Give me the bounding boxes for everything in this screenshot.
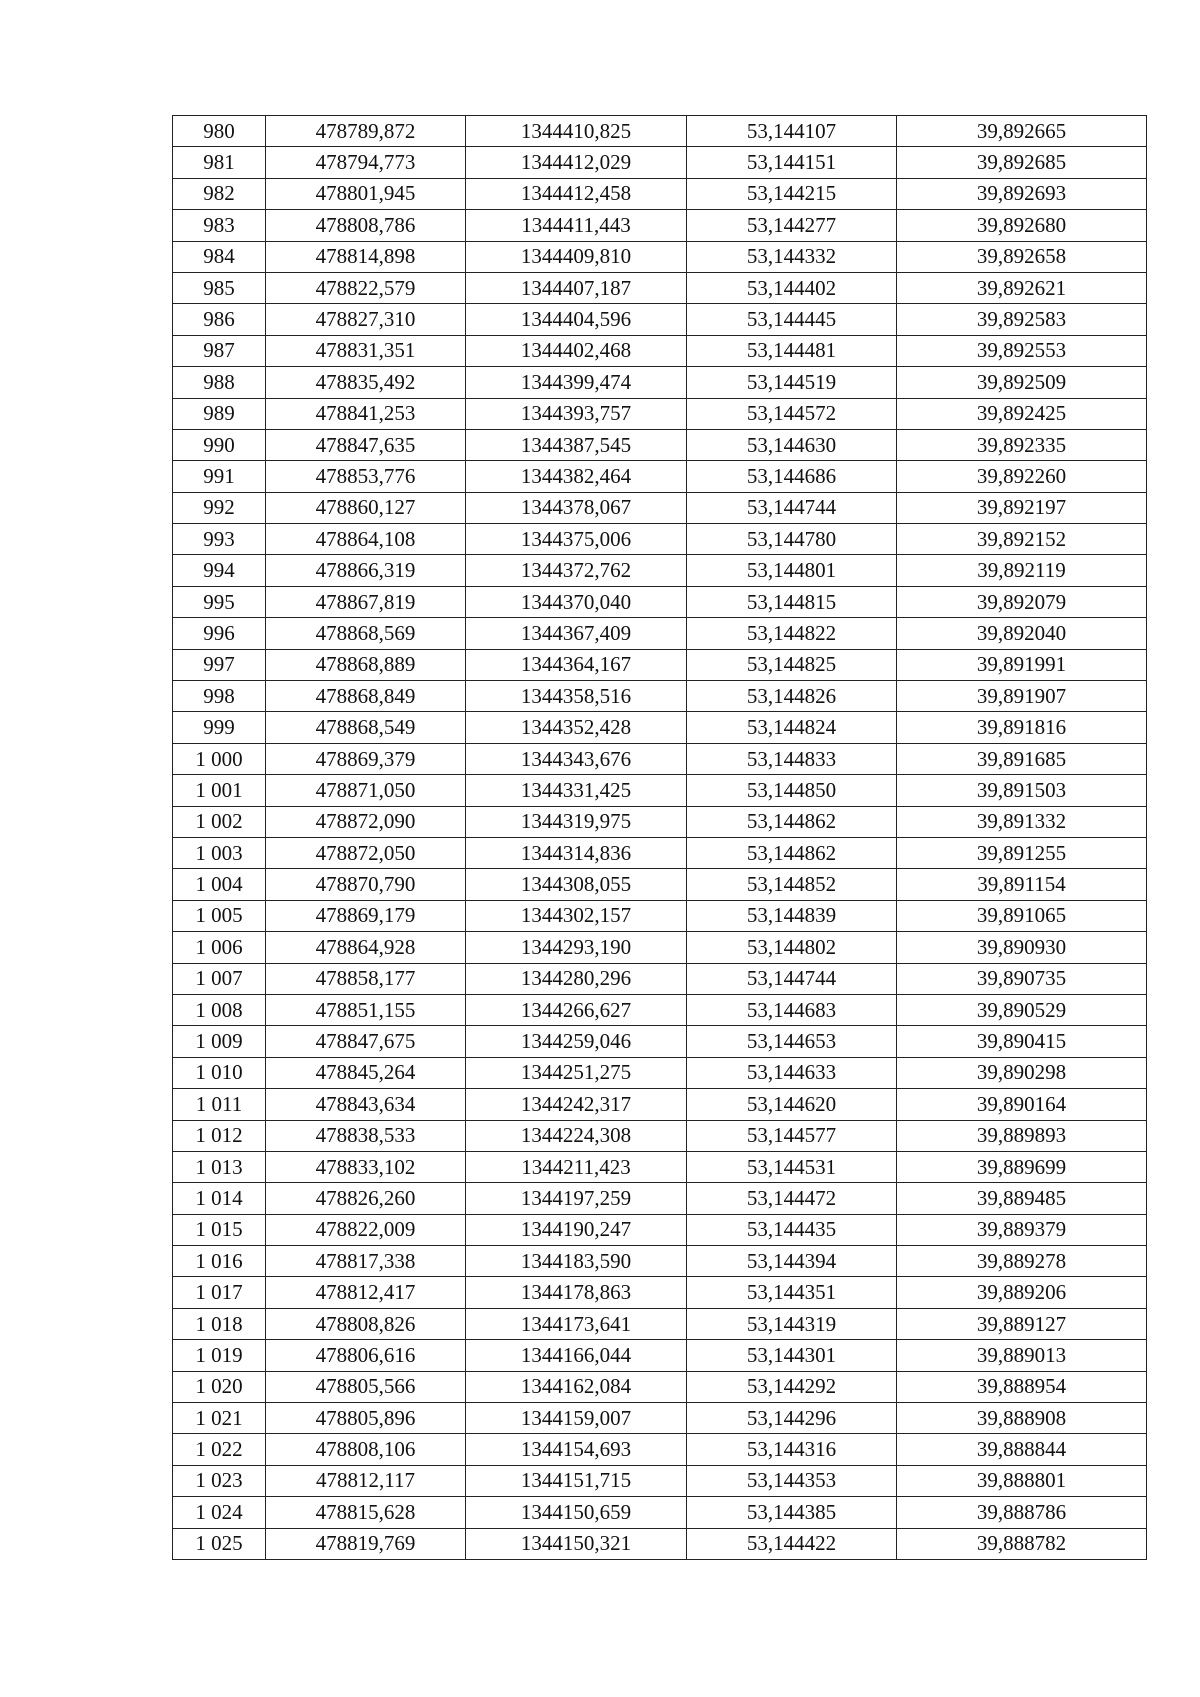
x-coordinate-cell: 478858,177 (266, 963, 466, 994)
point-number-cell: 981 (173, 147, 266, 178)
longitude-cell: 39,892658 (897, 241, 1147, 272)
latitude-cell: 53,144825 (687, 649, 897, 680)
latitude-cell: 53,144351 (687, 1277, 897, 1308)
x-coordinate-cell: 478808,106 (266, 1434, 466, 1465)
x-coordinate-cell: 478868,569 (266, 618, 466, 649)
longitude-cell: 39,891332 (897, 806, 1147, 837)
point-number-cell: 1 009 (173, 1026, 266, 1057)
x-coordinate-cell: 478843,634 (266, 1089, 466, 1120)
table-row (173, 147, 1147, 178)
latitude-cell: 53,144633 (687, 1057, 897, 1088)
longitude-cell: 39,890735 (897, 963, 1147, 994)
table-row (173, 1340, 1147, 1371)
latitude-cell: 53,144653 (687, 1026, 897, 1057)
point-number-cell: 997 (173, 649, 266, 680)
x-coordinate-cell: 478841,253 (266, 398, 466, 429)
point-number-cell: 1 002 (173, 806, 266, 837)
longitude-cell: 39,892665 (897, 116, 1147, 147)
point-number-cell: 1 025 (173, 1528, 266, 1559)
latitude-cell: 53,144780 (687, 524, 897, 555)
y-coordinate-cell: 1344259,046 (466, 1026, 687, 1057)
y-coordinate-cell: 1344251,275 (466, 1057, 687, 1088)
x-coordinate-cell: 478808,826 (266, 1308, 466, 1339)
point-number-cell: 1 019 (173, 1340, 266, 1371)
y-coordinate-cell: 1344404,596 (466, 304, 687, 335)
table-row (173, 1497, 1147, 1528)
longitude-cell: 39,892553 (897, 335, 1147, 366)
latitude-cell: 53,144850 (687, 775, 897, 806)
longitude-cell: 39,892260 (897, 461, 1147, 492)
y-coordinate-cell: 1344370,040 (466, 586, 687, 617)
longitude-cell: 39,890415 (897, 1026, 1147, 1057)
y-coordinate-cell: 1344308,055 (466, 869, 687, 900)
point-number-cell: 988 (173, 367, 266, 398)
latitude-cell: 53,144301 (687, 1340, 897, 1371)
x-coordinate-cell: 478847,675 (266, 1026, 466, 1057)
y-coordinate-cell: 1344242,317 (466, 1089, 687, 1120)
y-coordinate-cell: 1344410,825 (466, 116, 687, 147)
y-coordinate-cell: 1344154,693 (466, 1434, 687, 1465)
longitude-cell: 39,892685 (897, 147, 1147, 178)
latitude-cell: 53,144215 (687, 178, 897, 209)
point-number-cell: 1 021 (173, 1403, 266, 1434)
table-row (173, 963, 1147, 994)
y-coordinate-cell: 1344378,067 (466, 492, 687, 523)
table-row (173, 492, 1147, 523)
longitude-cell: 39,891907 (897, 681, 1147, 712)
longitude-cell: 39,889278 (897, 1246, 1147, 1277)
point-number-cell: 1 020 (173, 1371, 266, 1402)
longitude-cell: 39,891154 (897, 869, 1147, 900)
y-coordinate-cell: 1344375,006 (466, 524, 687, 555)
point-number-cell: 1 010 (173, 1057, 266, 1088)
table-row (173, 837, 1147, 868)
longitude-cell: 39,889127 (897, 1308, 1147, 1339)
table-row (173, 900, 1147, 931)
longitude-cell: 39,891685 (897, 743, 1147, 774)
longitude-cell: 39,892040 (897, 618, 1147, 649)
latitude-cell: 53,144402 (687, 272, 897, 303)
x-coordinate-cell: 478866,319 (266, 555, 466, 586)
y-coordinate-cell: 1344399,474 (466, 367, 687, 398)
longitude-cell: 39,890930 (897, 932, 1147, 963)
y-coordinate-cell: 1344319,975 (466, 806, 687, 837)
table-row (173, 869, 1147, 900)
table-row (173, 1151, 1147, 1182)
x-coordinate-cell: 478815,628 (266, 1497, 466, 1528)
coordinates-table (172, 115, 1147, 1560)
point-number-cell: 1 015 (173, 1214, 266, 1245)
y-coordinate-cell: 1344372,762 (466, 555, 687, 586)
y-coordinate-cell: 1344151,715 (466, 1465, 687, 1496)
point-number-cell: 1 014 (173, 1183, 266, 1214)
x-coordinate-cell: 478814,898 (266, 241, 466, 272)
point-number-cell: 985 (173, 272, 266, 303)
y-coordinate-cell: 1344197,259 (466, 1183, 687, 1214)
table-row (173, 1403, 1147, 1434)
longitude-cell: 39,891816 (897, 712, 1147, 743)
latitude-cell: 53,144394 (687, 1246, 897, 1277)
latitude-cell: 53,144472 (687, 1183, 897, 1214)
latitude-cell: 53,144824 (687, 712, 897, 743)
x-coordinate-cell: 478864,928 (266, 932, 466, 963)
longitude-cell: 39,892079 (897, 586, 1147, 617)
point-number-cell: 1 001 (173, 775, 266, 806)
point-number-cell: 1 012 (173, 1120, 266, 1151)
longitude-cell: 39,891503 (897, 775, 1147, 806)
x-coordinate-cell: 478831,351 (266, 335, 466, 366)
point-number-cell: 998 (173, 681, 266, 712)
longitude-cell: 39,892335 (897, 429, 1147, 460)
table-row (173, 681, 1147, 712)
longitude-cell: 39,888908 (897, 1403, 1147, 1434)
y-coordinate-cell: 1344352,428 (466, 712, 687, 743)
point-number-cell: 1 013 (173, 1151, 266, 1182)
table-row (173, 1214, 1147, 1245)
x-coordinate-cell: 478869,179 (266, 900, 466, 931)
table-row (173, 524, 1147, 555)
x-coordinate-cell: 478805,566 (266, 1371, 466, 1402)
table-row (173, 1120, 1147, 1151)
y-coordinate-cell: 1344411,443 (466, 210, 687, 241)
coordinates-table-body (173, 116, 1147, 1560)
latitude-cell: 53,144277 (687, 210, 897, 241)
latitude-cell: 53,144481 (687, 335, 897, 366)
table-row (173, 461, 1147, 492)
longitude-cell: 39,889379 (897, 1214, 1147, 1245)
document-page (172, 115, 1146, 1560)
point-number-cell: 991 (173, 461, 266, 492)
table-row (173, 1246, 1147, 1277)
longitude-cell: 39,892621 (897, 272, 1147, 303)
longitude-cell: 39,890529 (897, 994, 1147, 1025)
latitude-cell: 53,144839 (687, 900, 897, 931)
point-number-cell: 995 (173, 586, 266, 617)
latitude-cell: 53,144422 (687, 1528, 897, 1559)
x-coordinate-cell: 478817,338 (266, 1246, 466, 1277)
table-row (173, 1057, 1147, 1088)
point-number-cell: 1 024 (173, 1497, 266, 1528)
x-coordinate-cell: 478867,819 (266, 586, 466, 617)
table-row (173, 932, 1147, 963)
y-coordinate-cell: 1344387,545 (466, 429, 687, 460)
y-coordinate-cell: 1344331,425 (466, 775, 687, 806)
y-coordinate-cell: 1344393,757 (466, 398, 687, 429)
table-row (173, 618, 1147, 649)
table-row (173, 1183, 1147, 1214)
table-row (173, 1434, 1147, 1465)
y-coordinate-cell: 1344402,468 (466, 335, 687, 366)
table-row (173, 712, 1147, 743)
latitude-cell: 53,144862 (687, 806, 897, 837)
y-coordinate-cell: 1344314,836 (466, 837, 687, 868)
y-coordinate-cell: 1344407,187 (466, 272, 687, 303)
longitude-cell: 39,891065 (897, 900, 1147, 931)
latitude-cell: 53,144435 (687, 1214, 897, 1245)
point-number-cell: 989 (173, 398, 266, 429)
latitude-cell: 53,144802 (687, 932, 897, 963)
longitude-cell: 39,892509 (897, 367, 1147, 398)
table-row (173, 649, 1147, 680)
table-row (173, 178, 1147, 209)
point-number-cell: 1 000 (173, 743, 266, 774)
latitude-cell: 53,144316 (687, 1434, 897, 1465)
y-coordinate-cell: 1344190,247 (466, 1214, 687, 1245)
latitude-cell: 53,144683 (687, 994, 897, 1025)
table-row (173, 586, 1147, 617)
x-coordinate-cell: 478819,769 (266, 1528, 466, 1559)
point-number-cell: 1 023 (173, 1465, 266, 1496)
y-coordinate-cell: 1344224,308 (466, 1120, 687, 1151)
y-coordinate-cell: 1344367,409 (466, 618, 687, 649)
point-number-cell: 992 (173, 492, 266, 523)
x-coordinate-cell: 478838,533 (266, 1120, 466, 1151)
longitude-cell: 39,891255 (897, 837, 1147, 868)
latitude-cell: 53,144385 (687, 1497, 897, 1528)
table-row (173, 806, 1147, 837)
x-coordinate-cell: 478869,379 (266, 743, 466, 774)
point-number-cell: 1 008 (173, 994, 266, 1025)
y-coordinate-cell: 1344409,810 (466, 241, 687, 272)
point-number-cell: 1 006 (173, 932, 266, 963)
longitude-cell: 39,888844 (897, 1434, 1147, 1465)
x-coordinate-cell: 478872,090 (266, 806, 466, 837)
x-coordinate-cell: 478826,260 (266, 1183, 466, 1214)
point-number-cell: 993 (173, 524, 266, 555)
longitude-cell: 39,892197 (897, 492, 1147, 523)
point-number-cell: 983 (173, 210, 266, 241)
point-number-cell: 986 (173, 304, 266, 335)
longitude-cell: 39,892583 (897, 304, 1147, 335)
y-coordinate-cell: 1344412,458 (466, 178, 687, 209)
x-coordinate-cell: 478864,108 (266, 524, 466, 555)
table-row (173, 335, 1147, 366)
latitude-cell: 53,144862 (687, 837, 897, 868)
x-coordinate-cell: 478822,579 (266, 272, 466, 303)
point-number-cell: 1 011 (173, 1089, 266, 1120)
point-number-cell: 987 (173, 335, 266, 366)
latitude-cell: 53,144296 (687, 1403, 897, 1434)
latitude-cell: 53,144822 (687, 618, 897, 649)
y-coordinate-cell: 1344293,190 (466, 932, 687, 963)
point-number-cell: 1 007 (173, 963, 266, 994)
x-coordinate-cell: 478812,117 (266, 1465, 466, 1496)
y-coordinate-cell: 1344280,296 (466, 963, 687, 994)
x-coordinate-cell: 478801,945 (266, 178, 466, 209)
longitude-cell: 39,889893 (897, 1120, 1147, 1151)
longitude-cell: 39,890298 (897, 1057, 1147, 1088)
x-coordinate-cell: 478794,773 (266, 147, 466, 178)
latitude-cell: 53,144319 (687, 1308, 897, 1339)
x-coordinate-cell: 478872,050 (266, 837, 466, 868)
table-row (173, 1528, 1147, 1559)
table-row (173, 1371, 1147, 1402)
longitude-cell: 39,889699 (897, 1151, 1147, 1182)
y-coordinate-cell: 1344412,029 (466, 147, 687, 178)
table-row (173, 994, 1147, 1025)
table-row (173, 272, 1147, 303)
table-row (173, 116, 1147, 147)
longitude-cell: 39,892119 (897, 555, 1147, 586)
x-coordinate-cell: 478822,009 (266, 1214, 466, 1245)
longitude-cell: 39,889013 (897, 1340, 1147, 1371)
latitude-cell: 53,144620 (687, 1089, 897, 1120)
x-coordinate-cell: 478835,492 (266, 367, 466, 398)
latitude-cell: 53,144744 (687, 963, 897, 994)
point-number-cell: 1 016 (173, 1246, 266, 1277)
y-coordinate-cell: 1344358,516 (466, 681, 687, 712)
point-number-cell: 994 (173, 555, 266, 586)
table-row (173, 1277, 1147, 1308)
latitude-cell: 53,144815 (687, 586, 897, 617)
latitude-cell: 53,144826 (687, 681, 897, 712)
latitude-cell: 53,144353 (687, 1465, 897, 1496)
y-coordinate-cell: 1344173,641 (466, 1308, 687, 1339)
x-coordinate-cell: 478845,264 (266, 1057, 466, 1088)
y-coordinate-cell: 1344364,167 (466, 649, 687, 680)
table-row (173, 775, 1147, 806)
x-coordinate-cell: 478860,127 (266, 492, 466, 523)
latitude-cell: 53,144531 (687, 1151, 897, 1182)
y-coordinate-cell: 1344183,590 (466, 1246, 687, 1277)
longitude-cell: 39,892425 (897, 398, 1147, 429)
x-coordinate-cell: 478833,102 (266, 1151, 466, 1182)
latitude-cell: 53,144332 (687, 241, 897, 272)
x-coordinate-cell: 478812,417 (266, 1277, 466, 1308)
point-number-cell: 1 017 (173, 1277, 266, 1308)
y-coordinate-cell: 1344343,676 (466, 743, 687, 774)
y-coordinate-cell: 1344178,863 (466, 1277, 687, 1308)
point-number-cell: 996 (173, 618, 266, 649)
table-row (173, 398, 1147, 429)
latitude-cell: 53,144292 (687, 1371, 897, 1402)
point-number-cell: 1 022 (173, 1434, 266, 1465)
x-coordinate-cell: 478808,786 (266, 210, 466, 241)
x-coordinate-cell: 478827,310 (266, 304, 466, 335)
y-coordinate-cell: 1344150,659 (466, 1497, 687, 1528)
table-row (173, 1465, 1147, 1496)
x-coordinate-cell: 478853,776 (266, 461, 466, 492)
latitude-cell: 53,144107 (687, 116, 897, 147)
table-row (173, 304, 1147, 335)
table-row (173, 1308, 1147, 1339)
longitude-cell: 39,890164 (897, 1089, 1147, 1120)
latitude-cell: 53,144577 (687, 1120, 897, 1151)
longitude-cell: 39,888801 (897, 1465, 1147, 1496)
x-coordinate-cell: 478871,050 (266, 775, 466, 806)
point-number-cell: 982 (173, 178, 266, 209)
point-number-cell: 980 (173, 116, 266, 147)
table-row (173, 429, 1147, 460)
longitude-cell: 39,888954 (897, 1371, 1147, 1402)
y-coordinate-cell: 1344266,627 (466, 994, 687, 1025)
point-number-cell: 1 005 (173, 900, 266, 931)
y-coordinate-cell: 1344159,007 (466, 1403, 687, 1434)
latitude-cell: 53,144833 (687, 743, 897, 774)
latitude-cell: 53,144630 (687, 429, 897, 460)
longitude-cell: 39,892693 (897, 178, 1147, 209)
y-coordinate-cell: 1344211,423 (466, 1151, 687, 1182)
latitude-cell: 53,144151 (687, 147, 897, 178)
latitude-cell: 53,144572 (687, 398, 897, 429)
latitude-cell: 53,144445 (687, 304, 897, 335)
point-number-cell: 1 018 (173, 1308, 266, 1339)
y-coordinate-cell: 1344162,084 (466, 1371, 687, 1402)
table-row (173, 555, 1147, 586)
longitude-cell: 39,889485 (897, 1183, 1147, 1214)
longitude-cell: 39,889206 (897, 1277, 1147, 1308)
point-number-cell: 984 (173, 241, 266, 272)
x-coordinate-cell: 478789,872 (266, 116, 466, 147)
table-row (173, 210, 1147, 241)
y-coordinate-cell: 1344382,464 (466, 461, 687, 492)
longitude-cell: 39,892152 (897, 524, 1147, 555)
latitude-cell: 53,144744 (687, 492, 897, 523)
point-number-cell: 1 004 (173, 869, 266, 900)
y-coordinate-cell: 1344302,157 (466, 900, 687, 931)
x-coordinate-cell: 478851,155 (266, 994, 466, 1025)
longitude-cell: 39,891991 (897, 649, 1147, 680)
table-row (173, 1089, 1147, 1120)
y-coordinate-cell: 1344166,044 (466, 1340, 687, 1371)
latitude-cell: 53,144801 (687, 555, 897, 586)
y-coordinate-cell: 1344150,321 (466, 1528, 687, 1559)
x-coordinate-cell: 478870,790 (266, 869, 466, 900)
latitude-cell: 53,144852 (687, 869, 897, 900)
longitude-cell: 39,888786 (897, 1497, 1147, 1528)
table-row (173, 743, 1147, 774)
latitude-cell: 53,144519 (687, 367, 897, 398)
longitude-cell: 39,888782 (897, 1528, 1147, 1559)
latitude-cell: 53,144686 (687, 461, 897, 492)
point-number-cell: 990 (173, 429, 266, 460)
x-coordinate-cell: 478806,616 (266, 1340, 466, 1371)
table-row (173, 1026, 1147, 1057)
x-coordinate-cell: 478868,549 (266, 712, 466, 743)
table-row (173, 241, 1147, 272)
x-coordinate-cell: 478805,896 (266, 1403, 466, 1434)
point-number-cell: 1 003 (173, 837, 266, 868)
x-coordinate-cell: 478847,635 (266, 429, 466, 460)
table-row (173, 367, 1147, 398)
x-coordinate-cell: 478868,889 (266, 649, 466, 680)
point-number-cell: 999 (173, 712, 266, 743)
longitude-cell: 39,892680 (897, 210, 1147, 241)
x-coordinate-cell: 478868,849 (266, 681, 466, 712)
